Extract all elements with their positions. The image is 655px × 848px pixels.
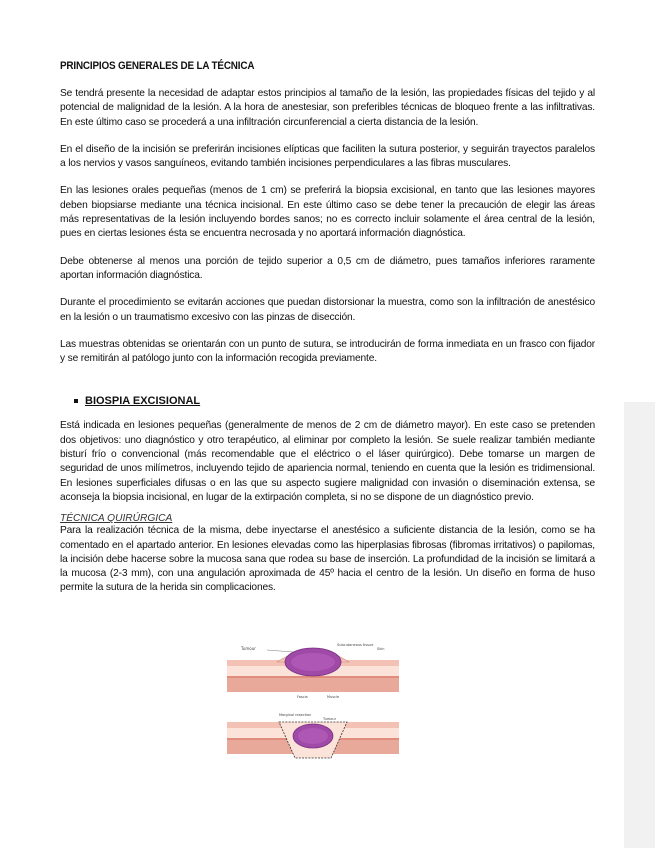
subsection-title: TÉCNICA QUIRÚRGICA — [60, 513, 173, 525]
paragraph: Las muestras obtenidas se orientarán con un punto de sutura, se introducirán de forma inmediata en un frasco con fijador y se remitirán al patólogo junto con la información recogida previamente. — [60, 338, 595, 365]
paragraph: Durante el procedimiento se evitarán acciones que puedan distorsionar la muestra, como son la infiltración de anestésico en la lesión o un traumatismo excesivo con las pinzas de disección. — [60, 297, 595, 323]
paragraph: Para la realización técnica de la misma, debe inyectarse el anestésico a suficiente distancia de la lesión, como se ha comentado en el apartado anterior. En lesiones elevadas como las hiperplasias fibrosas (fibromas irritativos) o papilomas, la incisión debe hacerse sobre la mucosa sana que rodea su base de inserción. La profundidad de la incisión se limitará a la mucosa (2-3 mm), con una angulación aproximada de 45º hacia el centro de la lesión. Un diseño en forma de huso permite la sutura de la herida sin complicaciones. — [60, 525, 595, 594]
diagram-bottom-panel — [227, 713, 399, 758]
label-margin: Marginal resection — [279, 713, 312, 717]
label-subcutaneous: Subcutaneous tissue — [337, 643, 374, 647]
bullet-icon — [74, 399, 78, 403]
page-edge-shadow — [624, 402, 655, 848]
label-tumour: Tumour — [241, 646, 256, 651]
paragraph: Está indicada en lesiones pequeñas (generalmente de menos de 2 cm de diámetro mayor). En este caso se pretenden dos objetivos: uno diagnóstico y otro terapéutico, al eliminar por completo la lesión. Se suele realizar también mediante bisturí frío o convencional (más recomendable que el eléctrico o el láser quirúrgico). Debe tomarse un margen de seguridad de unos milímetros, incluyendo tejido de apariencia normal, teniendo en cuenta que la lesión es tridimensional. En lesiones superficiales difusas o en las que su aspecto sugiere malignidad con invasión o diseminación extensa, se aconseja la biopsia incisional, en lugar de la extirpación completa, si no se dispone de un diagnóstico previo. — [60, 420, 595, 503]
bullet-heading — [74, 395, 595, 407]
diagram-top-panel — [227, 643, 399, 699]
paragraph: Se tendrá presente la necesidad de adaptar estos principios al tamaño de la lesión, las propiedades físicas del tejido y al potencial de malignidad de la lesión. A la hora de anestesiar, son preferibles técnicas de bloqueo frente a las infiltrativas. En este último caso se procederá a una infiltración circunferencial a cierta distancia de la lesión. — [60, 88, 595, 128]
label-muscle: Muscle — [327, 695, 340, 699]
label-skin: Skin — [377, 647, 385, 651]
bullet-heading-text: BIOSPIA EXCISIONAL — [85, 395, 201, 408]
biopsy-section — [60, 395, 595, 595]
paragraph: Debe obtenerse al menos una porción de tejido superior a 0,5 cm de diámetro, pues tamaños inferiores raramente aportan información diagnóstica. — [60, 255, 595, 281]
tumour-core — [291, 653, 335, 671]
label-fascia: Fascia — [297, 695, 308, 699]
paragraph: En el diseño de la incisión se preferirán incisiones elípticas que faciliten la sutura posterior, y seguirán trayectos paralelos a los nervios y vasos sanguíneos, evitando también incisiones perpendiculares a las fibras musculares. — [60, 143, 595, 170]
excision-diagram — [227, 640, 399, 770]
label-tumour-2: Tumour — [323, 717, 337, 721]
tumour-core — [298, 728, 328, 744]
document-body — [60, 60, 595, 596]
muscle-layer — [227, 678, 399, 692]
label-line — [267, 650, 293, 652]
section-heading: PRINCIPIOS GENERALES DE LA TÉCNICA — [60, 60, 255, 72]
paragraph: En las lesiones orales pequeñas (menos de 1 cm) se preferirá la biopsia excisional, en tanto que las lesiones mayores deben biopsiarse mediante una técnica incisional. En este último caso se debe tener la precaución de elegir las áreas más representativas de la lesión incluyendo bordes sanos; no es correcto incluir solamente el área central de la lesión, pues en ciertas lesiones ésta se encuentra necrosada y no aportará información diagnóstica. — [60, 185, 595, 240]
